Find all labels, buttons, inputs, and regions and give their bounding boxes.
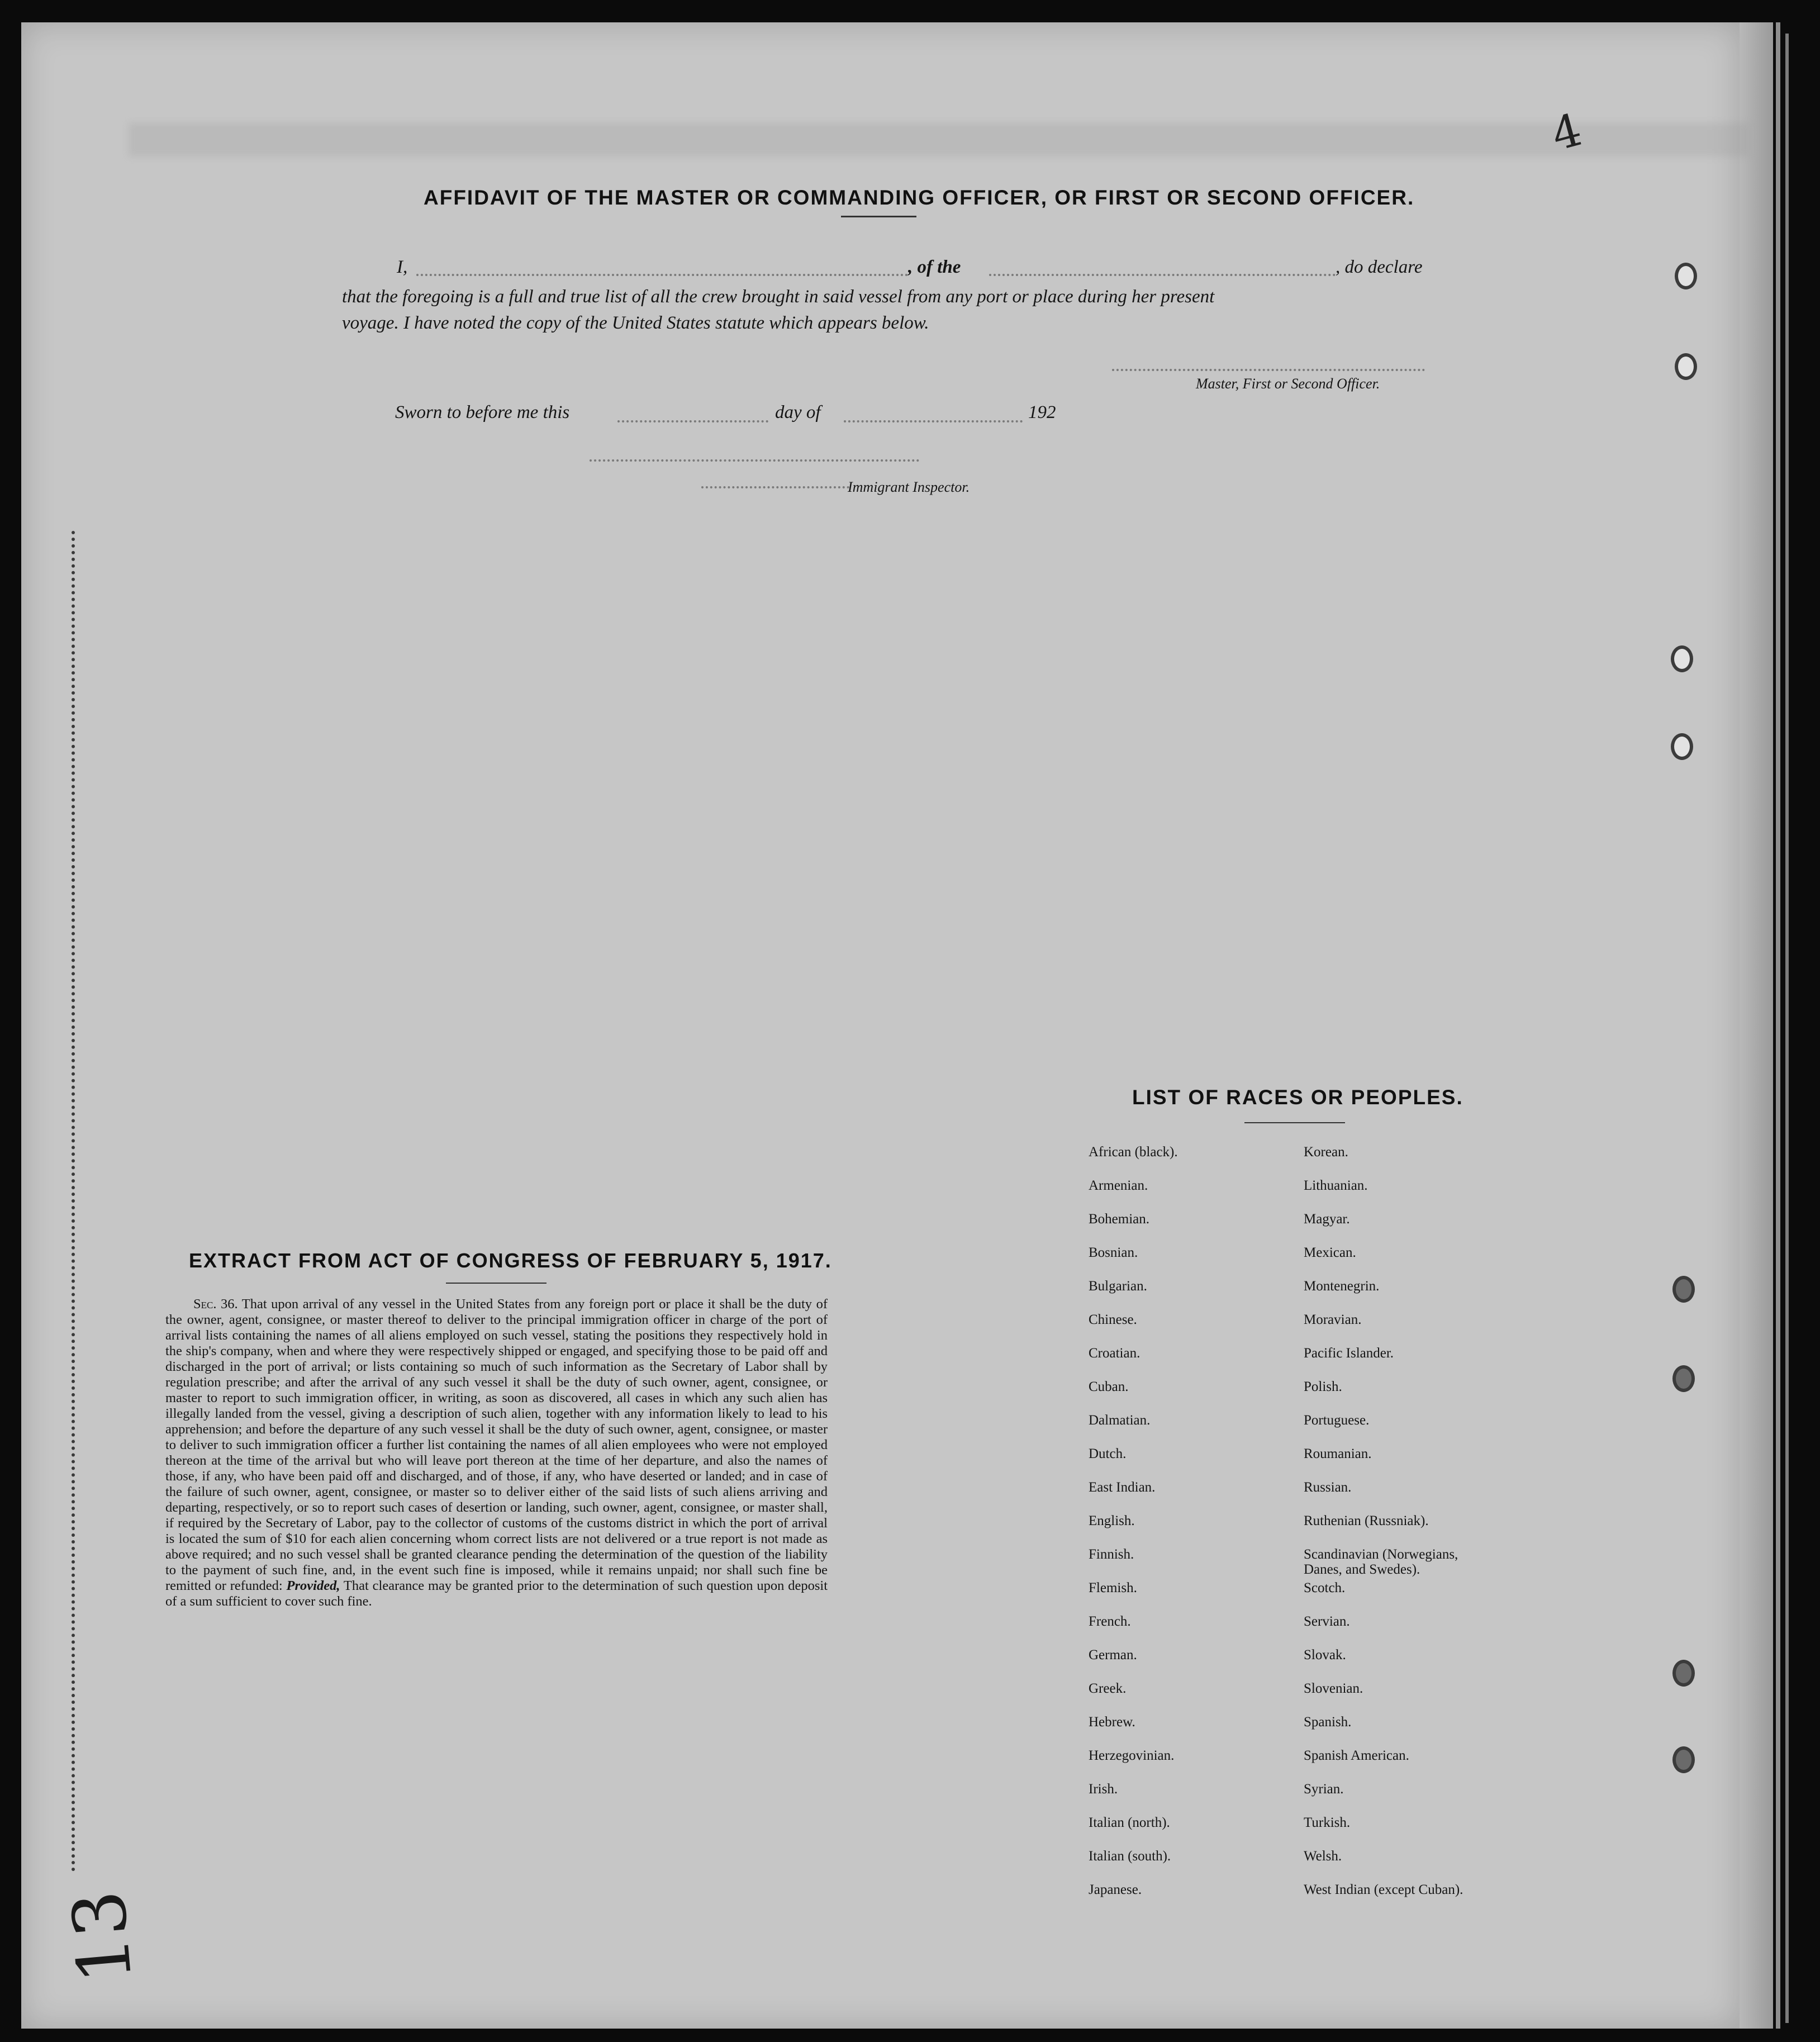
race-item: Russian. (1304, 1480, 1352, 1495)
sworn-mid: day of (775, 402, 821, 422)
race-item: Italian (north). (1089, 1815, 1170, 1830)
race-item: Irish. (1089, 1782, 1118, 1797)
race-item: Armenian. (1089, 1178, 1148, 1193)
race-item: Scandinavian (Norwegians, Danes, and Swedes). (1304, 1547, 1458, 1577)
page-edge (1776, 22, 1780, 2029)
vessel-field-line (989, 274, 1336, 276)
race-item: Slovenian. (1304, 1681, 1363, 1696)
race-item: Scotch. (1304, 1580, 1346, 1595)
race-item: French. (1089, 1614, 1131, 1629)
sworn-prefix: Sworn to before me this (395, 402, 570, 422)
race-item: Polish. (1304, 1379, 1342, 1394)
race-item: Turkish. (1304, 1815, 1351, 1830)
race-item: Lithuanian. (1304, 1178, 1368, 1193)
signature-line (1112, 369, 1425, 371)
races-title: LIST OF RACES OR PEOPLES. (1132, 1086, 1463, 1109)
race-item: German. (1089, 1647, 1137, 1663)
provided-word: Provided, (286, 1578, 340, 1593)
race-item: Mexican. (1304, 1245, 1356, 1260)
signature-caption: Master, First or Second Officer. (1196, 376, 1380, 392)
handwritten-page-number: 13 (55, 1887, 149, 1987)
race-item: Croatian. (1089, 1346, 1141, 1361)
race-item: Montenegrin. (1304, 1279, 1380, 1294)
inspector-lead-line (701, 486, 849, 488)
race-item: Dalmatian. (1089, 1413, 1151, 1428)
name-field-line (416, 274, 908, 276)
binding-hole (1672, 1660, 1695, 1687)
binding-hole (1672, 1276, 1695, 1303)
race-item: East Indian. (1089, 1480, 1156, 1495)
binding-hole (1671, 733, 1693, 760)
race-item: African (black). (1089, 1145, 1178, 1160)
race-item: Syrian. (1304, 1782, 1344, 1797)
race-item: Herzegovinian. (1089, 1748, 1175, 1763)
race-item: Bohemian. (1089, 1212, 1150, 1227)
races-left-column (1089, 1145, 1178, 1916)
race-item: Ruthenian (Russniak). (1304, 1513, 1429, 1528)
affidavit-line1-mid: , of the (908, 257, 961, 277)
race-item: Spanish. (1304, 1715, 1352, 1730)
races-underline (1244, 1122, 1345, 1123)
extract-title: EXTRACT FROM ACT OF CONGRESS OF FEBRUARY 5, 1917. (189, 1249, 832, 1272)
extract-underline (446, 1283, 547, 1284)
title-underline (841, 216, 916, 217)
race-item: Roumanian. (1304, 1446, 1372, 1461)
race-item: Bosnian. (1089, 1245, 1138, 1260)
race-item: Japanese. (1089, 1882, 1142, 1897)
perforation-line (72, 531, 75, 1872)
race-item: Bulgarian. (1089, 1279, 1147, 1294)
race-item: Slovak. (1304, 1647, 1346, 1663)
race-item: Welsh. (1304, 1849, 1342, 1864)
binding-hole (1672, 1365, 1695, 1392)
races-right-column (1304, 1145, 1463, 1916)
race-item: Flemish. (1089, 1580, 1137, 1595)
statute-proviso: That clearance may be granted prior to the determination of such question upon deposit of a sum sufficient to cover such fine. (165, 1578, 828, 1609)
affidavit-line1-suffix: , do declare (1336, 257, 1423, 277)
race-item: West Indian (except Cuban). (1304, 1882, 1463, 1897)
affidavit-title: AFFIDAVIT OF THE MASTER OR COMMANDING OFFICER, OR FIRST OR SECOND OFFICER. (424, 186, 1415, 209)
race-item: Portuguese. (1304, 1413, 1370, 1428)
binding-hole (1675, 263, 1697, 289)
sworn-year: 192 (1028, 402, 1056, 422)
race-item: Pacific Islander. (1304, 1346, 1394, 1361)
affidavit-line1-prefix: I, (397, 257, 408, 277)
race-item: Dutch. (1089, 1446, 1127, 1461)
binding-hole (1672, 1746, 1695, 1773)
handwritten-mark: 4 (1546, 103, 1588, 162)
statute-body: That upon arrival of any vessel in the United States from any foreign port or place it shall be the duty of the owner, agent, consignee, or master thereof to deliver to the principal immigration officer in charge of the port of arrival lists containing the names of all aliens employed on such vessel, stating the positions they respectively hold in the ship's company, when and where they were respectively shipped or engaged, and specifying those to be paid off and discharged in the port of arrival; or lists containing so much of such information as the Secretary of Labor shall by regulation prescribe; and after the arrival of any such vessel it shall be the duty of such owner, agent, consignee, or master to report to such immigration officer, in writing, as soon as discovered, all cases in which any such alien has illegally landed from the vessel, giving a description of such alien, together with any information likely to lead to his apprehension; and before the departure of any such vessel it shall be the duty of such owner, agent, consignee, or master to deliver to such immigration officer a further list containing the names of all alien employees who were not employed thereon at the time of the arrival but who will leave port thereon at the time of her departure, and also the names of those, if any, who have been paid off and discharged, and of those, if any, who have deserted or landed; and in case of the failure of such owner, agent, consignee, or master so to deliver either of the said lists of such aliens arriving and departing, respectively, or so to report such cases of desertion or landing, such owner, agent, consignee, or master shall, if required by the Secretary of Labor, pay to the collector of customs of the customs district in which the port of arrival is located the sum of $10 for each alien concerning whom correct lists are not delivered or a true report is not made as above required; and no such vessel shall be granted clearance pending the determination of the question of the liability to the payment of such fine, and, in the event such fine is imposed, while it remains unpaid; nor shall such fine be remitted or refunded: (165, 1297, 828, 1593)
month-field-line (844, 420, 1023, 422)
race-item: Hebrew. (1089, 1715, 1135, 1730)
race-item: Servian. (1304, 1614, 1350, 1629)
inspector-caption: Immigrant Inspector. (848, 479, 970, 495)
race-item: English. (1089, 1513, 1135, 1528)
section-label: Sec. 36. (193, 1297, 238, 1312)
day-field-line (617, 420, 768, 422)
binding-hole (1675, 353, 1697, 380)
race-item: Spanish American. (1304, 1748, 1409, 1763)
race-item: Cuban. (1089, 1379, 1129, 1394)
bleed-through (129, 123, 1749, 156)
statute-text (165, 1297, 828, 1609)
inspector-signature-line (590, 459, 919, 462)
race-item: Finnish. (1089, 1547, 1134, 1562)
race-item: Greek. (1089, 1681, 1127, 1696)
binding-hole (1671, 645, 1693, 672)
race-item: Italian (south). (1089, 1849, 1171, 1864)
page-edge (1785, 34, 1789, 2023)
race-item: Chinese. (1089, 1312, 1137, 1327)
race-item: Korean. (1304, 1145, 1348, 1160)
page-edge (1740, 22, 1773, 2029)
affidavit-line3: voyage. I have noted the copy of the United States statute which appears below. (342, 313, 929, 333)
race-item: Magyar. (1304, 1212, 1350, 1227)
race-item: Moravian. (1304, 1312, 1362, 1327)
affidavit-line2: that the foregoing is a full and true list of all the crew brought in said vessel from any port or place during her present (342, 287, 1215, 307)
